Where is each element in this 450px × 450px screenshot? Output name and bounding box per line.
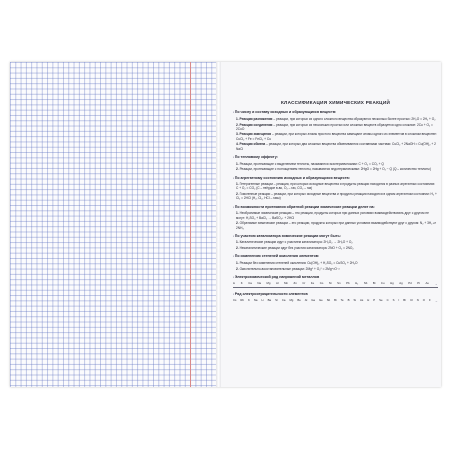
element-symbol: I — [398, 298, 400, 303]
element-symbol: Si — [353, 298, 356, 303]
metal-symbol: Fe — [310, 281, 315, 286]
section-item — [236, 117, 438, 121]
section-item — [236, 221, 438, 229]
metal-symbol: Cr — [302, 281, 306, 286]
element-symbol: B — [347, 298, 350, 303]
metal-symbol: Mg — [266, 281, 271, 286]
element-symbol: S — [392, 298, 395, 303]
section-heading: ▪ По агрегатному состоянию исходных и образующихся веществ: — [233, 176, 438, 181]
element-symbol: Cl — [410, 298, 413, 303]
element-symbol: Be — [297, 298, 301, 303]
element-symbol: P — [373, 298, 376, 303]
metal-symbol: K — [240, 281, 243, 286]
section-item — [236, 132, 438, 140]
item-tag: 4. Реакции обмена — [236, 142, 266, 147]
arrow-right-icon: → — [434, 298, 438, 303]
sections — [233, 110, 438, 271]
page-title: КЛАССИФИКАЦИЯ ХИМИЧЕСКИХ РЕАКЦИЙ — [280, 100, 391, 105]
element-symbol: Br — [403, 298, 407, 303]
metal-symbol: Zn — [293, 281, 297, 286]
element-symbol: Te — [340, 298, 344, 303]
metal-symbol: Al — [276, 281, 279, 286]
element-symbol: Sb — [326, 298, 331, 303]
metal-symbol: Ag — [399, 281, 403, 286]
element-symbol: Ge — [318, 298, 323, 303]
item-text: Обратимые химические реакции – это реакции, продукты которых при данных условиях взаимодействуют друг с другом: N₂ + 3H₂ ⇄ 2NH₃ — [236, 221, 436, 230]
metal-symbol: Pt — [417, 281, 420, 286]
nonmetals-row — [233, 299, 438, 303]
section-heading: ▪ По изменению степеней окисления элементов: — [233, 254, 438, 259]
element-symbol: K — [248, 298, 250, 303]
element-symbol: Ca — [281, 298, 286, 303]
item-text: Некаталитические реакции идут без участия катализатора: 2NO + O₂ = 2NO₂ — [239, 246, 354, 251]
arrow-right-icon: → — [434, 281, 438, 286]
metal-symbol: Pd — [408, 281, 412, 286]
metal-symbol: Hg — [390, 281, 394, 286]
metal-symbol: Li — [233, 281, 236, 286]
item-tag: 2. — [236, 221, 239, 226]
item-text: Реакции, протекающие с поглощением теплоты, называются эндотермическими: 2HgO = 2Hg + O₂ − Q (Q – количество теплоты) — [239, 167, 431, 172]
metal-symbol: H₂ — [355, 281, 359, 286]
element-symbol: Cs — [233, 298, 237, 303]
metal-symbol: Cu — [380, 281, 385, 286]
element-symbol: Rb — [240, 298, 244, 303]
element-symbol: Ga — [311, 298, 315, 303]
reference-page — [221, 62, 441, 387]
element-symbol: Se — [379, 298, 383, 303]
item-text: – реакции, при которых атомы простого вещества замещают атомы одного из элементов в сложном веществе: CuCl₂ + Fe = FeCl₂ + Cu — [236, 132, 437, 141]
item-text: Реакции без изменения степеней окисления: Cu(OH)₂ + H₂SO₄ = CuSO₄ + 2H₂O — [239, 261, 358, 266]
section-item — [236, 246, 438, 250]
section-item — [236, 123, 438, 131]
item-tag: 1. — [236, 161, 239, 166]
item-tag: 2. — [236, 246, 239, 251]
element-symbol: Bi — [334, 298, 337, 303]
item-text: Гетерогенные реакции – реакции, при которых исходные вещества и продукты реакции находятся в разных агрегатных состояниях: C + O₂ = CO₂ (C – твёрдое в-во, O₂ – газ, CO₂ – газ) — [236, 182, 436, 191]
nonmetals-heading: ▪ Ряд электроотрицательности элементов — [233, 292, 438, 297]
element-symbol: Mg — [289, 298, 294, 303]
section-heading: ▪ По числу и составу исходных и образующихся веществ: — [233, 110, 438, 115]
item-text: Гомогенные реакции – реакции, при которых исходные вещества и продукты реакции находятся в одном агрегатном состоянии: H₂ + Cl₂ = 2HCl (H₂, Cl₂, HCl – газы) — [236, 192, 437, 201]
element-symbol: N — [416, 298, 419, 303]
metal-symbol: Sb — [363, 281, 368, 286]
item-tag: 2. — [236, 192, 239, 197]
section-item — [236, 267, 438, 271]
section-item — [236, 211, 438, 219]
item-text: Окислительно-восстановительные реакции: 2Mg⁰ + O₂⁰ = 2Mg⁺²O⁻² — [239, 266, 340, 271]
item-tag: 1. — [236, 182, 239, 187]
metal-symbol: Sn — [337, 281, 341, 286]
element-symbol: Al — [304, 298, 308, 303]
metal-symbol: Co — [319, 281, 324, 286]
section-heading: ▪ По участию катализатора химические реакции могут быть: — [233, 234, 438, 239]
element-symbol: Li — [261, 298, 264, 303]
metal-symbol: Bi — [372, 281, 376, 286]
section-item — [236, 162, 438, 166]
item-text: Необратимые химические реакции – это реакции, продукты которых при данных условиях взаимодействовать друг с другом не могут: H₂SO₄ + BaCl₂ → BaSO₄↓ + 2HCl — [236, 211, 429, 220]
element-symbol: As — [359, 298, 364, 303]
item-text: – реакции, при которых из нескольких простых или сложных веществ образуется одно сложное: 2Cu + O₂ = 2CuO — [236, 122, 433, 131]
section-item — [236, 192, 438, 200]
item-text: – реакции, при которых два сложных вещества обмениваются составными частями: CuCl₂ + 2NaOH = Cu(OH)₂ + 2 NaCl — [236, 142, 436, 151]
element-symbol: H — [367, 298, 370, 303]
element-symbol: O — [422, 298, 425, 303]
section-heading: ▪ По тепловому эффекту: — [233, 155, 438, 160]
metal-symbol: Mn — [284, 281, 288, 286]
item-tag: 1. — [236, 261, 239, 266]
item-tag: 2. — [236, 266, 239, 271]
section-item — [236, 240, 438, 244]
margin-line — [190, 62, 191, 387]
item-tag: 1. Реакции разложения — [236, 116, 273, 121]
metals-row — [233, 282, 438, 288]
item-text: – реакции, при которых из одного сложного вещества образуются несколько более простых: 2H₂O = 2H₂ + O₂ — [273, 116, 436, 121]
item-tag: 3. Реакции замещения — [236, 132, 272, 137]
element-symbol: Ba — [267, 298, 272, 303]
section-item — [236, 167, 438, 171]
item-tag: 1. — [236, 240, 239, 245]
section-item — [236, 261, 438, 265]
element-symbol: Na — [253, 298, 258, 303]
section-item — [236, 182, 438, 190]
metals-heading: ▪ Электрохимический ряд напряжений металлов — [233, 275, 438, 280]
metal-symbol: Na — [257, 281, 261, 286]
metal-symbol: Pb — [346, 281, 350, 286]
metal-symbol: Ni — [328, 281, 332, 286]
reference-content — [233, 100, 438, 303]
metal-symbol: Ca — [248, 281, 252, 286]
metal-symbol: Au — [425, 281, 429, 286]
notebook — [10, 62, 441, 387]
section-heading: ▪ По возможности протекания обратной реакции химические реакции делят на: — [233, 205, 438, 210]
item-tag: 2. Реакции соединения — [236, 122, 273, 127]
element-symbol: Sr — [275, 298, 278, 303]
item-text: Реакции, протекающие с выделением теплоты, называются экзотермическими: C + O₂ = CO₂ + Q — [239, 161, 384, 166]
grid-paper-page — [10, 62, 216, 387]
section-item — [236, 142, 438, 150]
item-tag: 1. — [236, 211, 239, 216]
element-symbol: F — [428, 298, 431, 303]
item-text: Каталитические реакции идут с участием катализатора: 2H₂O₂ → 2H₂O + O₂ — [239, 240, 353, 245]
element-symbol: C — [386, 298, 389, 303]
item-tag: 2. — [236, 167, 239, 172]
